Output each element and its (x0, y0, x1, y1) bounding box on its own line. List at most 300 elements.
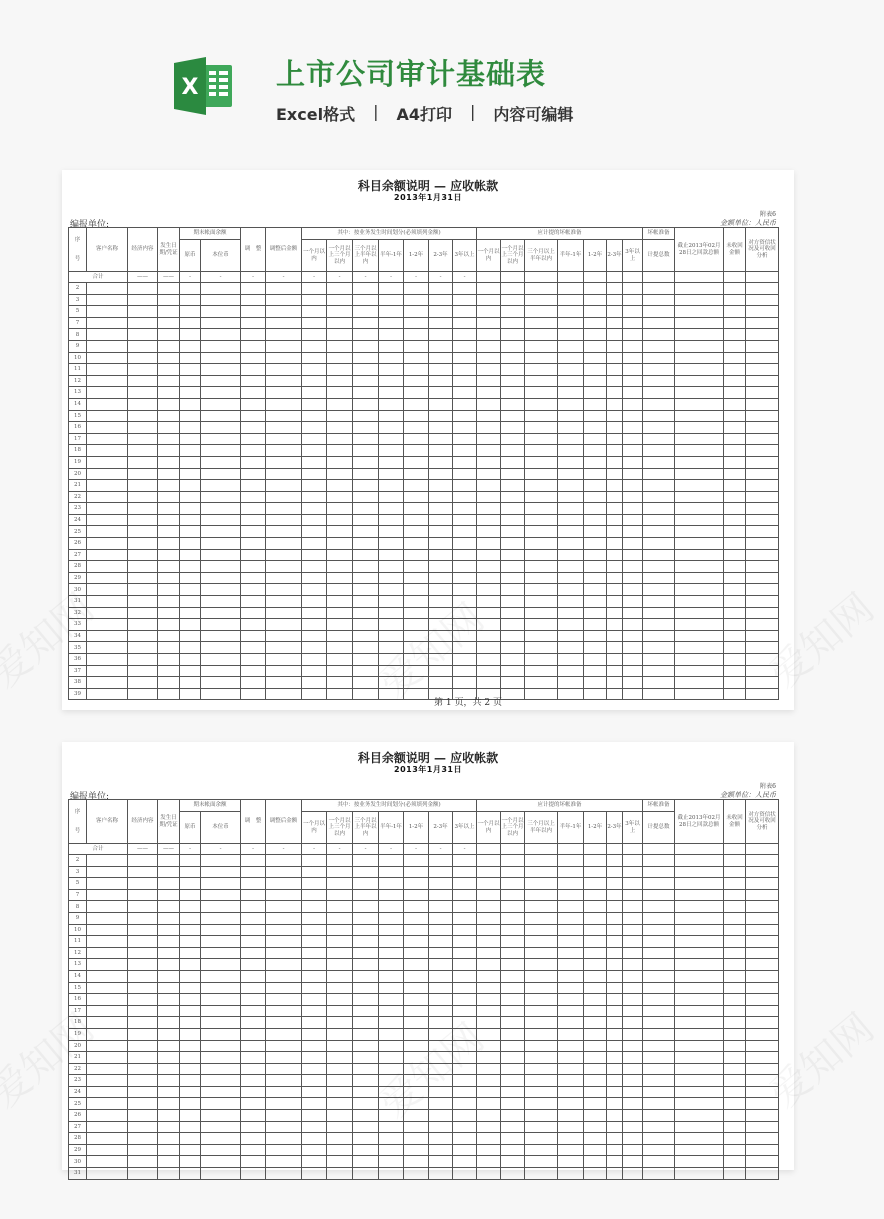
cell[interactable] (643, 1086, 675, 1098)
cell[interactable] (180, 1028, 201, 1040)
cell[interactable] (724, 491, 746, 503)
cell[interactable] (501, 1110, 525, 1122)
cell[interactable] (327, 514, 353, 526)
cell[interactable] (201, 514, 241, 526)
cell[interactable] (404, 901, 429, 913)
cell[interactable] (180, 306, 201, 318)
cell[interactable] (501, 526, 525, 538)
cell[interactable] (724, 607, 746, 619)
cell[interactable] (525, 410, 558, 422)
cell[interactable] (724, 294, 746, 306)
cell[interactable] (501, 1017, 525, 1029)
cell[interactable] (477, 445, 501, 457)
cell[interactable] (623, 549, 643, 561)
cell[interactable] (746, 1133, 779, 1145)
cell[interactable] (180, 503, 201, 515)
cell[interactable] (501, 306, 525, 318)
cell[interactable] (201, 1168, 241, 1180)
cell[interactable] (87, 665, 128, 677)
cell[interactable] (241, 572, 266, 584)
cell[interactable] (746, 272, 779, 283)
cell[interactable] (201, 468, 241, 480)
cell[interactable] (128, 866, 158, 878)
cell[interactable] (241, 959, 266, 971)
cell[interactable] (241, 364, 266, 376)
cell[interactable] (675, 924, 724, 936)
cell[interactable] (724, 912, 746, 924)
cell[interactable] (525, 855, 558, 867)
cell[interactable] (327, 607, 353, 619)
cell[interactable] (327, 959, 353, 971)
cell[interactable] (477, 654, 501, 666)
cell[interactable] (404, 491, 429, 503)
cell[interactable] (266, 387, 302, 399)
cell[interactable] (404, 375, 429, 387)
cell[interactable] (558, 283, 584, 295)
cell[interactable] (404, 654, 429, 666)
cell[interactable] (675, 1052, 724, 1064)
cell[interactable] (607, 1133, 623, 1145)
cell[interactable] (404, 665, 429, 677)
cell[interactable] (241, 352, 266, 364)
cell[interactable] (327, 889, 353, 901)
cell[interactable] (266, 445, 302, 457)
cell[interactable] (429, 878, 453, 890)
cell[interactable] (746, 398, 779, 410)
cell[interactable] (379, 982, 404, 994)
cell[interactable] (501, 294, 525, 306)
cell[interactable] (746, 1040, 779, 1052)
cell[interactable] (477, 422, 501, 434)
cell[interactable] (675, 456, 724, 468)
cell[interactable] (353, 665, 379, 677)
cell[interactable] (501, 1098, 525, 1110)
cell[interactable] (525, 480, 558, 492)
cell[interactable] (201, 1040, 241, 1052)
cell[interactable] (558, 982, 584, 994)
cell[interactable] (180, 456, 201, 468)
cell[interactable] (266, 538, 302, 550)
cell[interactable] (302, 1005, 327, 1017)
cell[interactable] (623, 630, 643, 642)
cell[interactable] (623, 468, 643, 480)
cell[interactable] (724, 514, 746, 526)
cell[interactable] (241, 503, 266, 515)
cell[interactable] (128, 387, 158, 399)
cell[interactable] (353, 364, 379, 376)
cell[interactable] (746, 317, 779, 329)
cell[interactable] (675, 994, 724, 1006)
cell[interactable] (501, 549, 525, 561)
cell[interactable] (327, 1063, 353, 1075)
cell[interactable] (746, 878, 779, 890)
cell[interactable] (87, 538, 128, 550)
cell[interactable] (429, 283, 453, 295)
cell[interactable] (477, 982, 501, 994)
cell[interactable] (558, 855, 584, 867)
cell[interactable] (327, 936, 353, 948)
cell[interactable] (453, 970, 477, 982)
cell[interactable] (241, 375, 266, 387)
cell[interactable] (477, 619, 501, 631)
cell[interactable] (501, 317, 525, 329)
cell[interactable] (675, 1144, 724, 1156)
cell[interactable] (302, 901, 327, 913)
cell[interactable] (607, 1086, 623, 1098)
cell[interactable] (675, 642, 724, 654)
cell[interactable] (429, 526, 453, 538)
cell[interactable] (201, 491, 241, 503)
cell[interactable] (87, 619, 128, 631)
cell[interactable] (180, 317, 201, 329)
cell[interactable] (623, 866, 643, 878)
cell[interactable] (675, 445, 724, 457)
cell[interactable] (158, 642, 180, 654)
cell[interactable] (558, 491, 584, 503)
cell[interactable] (404, 947, 429, 959)
cell[interactable] (201, 665, 241, 677)
cell[interactable] (266, 364, 302, 376)
cell[interactable] (501, 677, 525, 689)
cell[interactable] (584, 1063, 607, 1075)
cell[interactable] (724, 480, 746, 492)
cell[interactable] (302, 584, 327, 596)
cell[interactable] (675, 1110, 724, 1122)
cell[interactable] (128, 306, 158, 318)
cell[interactable] (353, 468, 379, 480)
cell[interactable] (302, 855, 327, 867)
cell[interactable] (404, 572, 429, 584)
cell[interactable] (558, 1110, 584, 1122)
cell[interactable] (477, 1133, 501, 1145)
cell[interactable] (477, 272, 501, 283)
cell[interactable] (353, 294, 379, 306)
cell[interactable] (643, 889, 675, 901)
cell[interactable] (623, 1086, 643, 1098)
cell[interactable] (266, 503, 302, 515)
cell[interactable] (584, 456, 607, 468)
cell[interactable] (353, 433, 379, 445)
cell[interactable] (724, 878, 746, 890)
cell[interactable] (158, 866, 180, 878)
cell[interactable] (180, 1121, 201, 1133)
cell[interactable] (266, 1052, 302, 1064)
cell[interactable] (241, 912, 266, 924)
cell[interactable] (525, 549, 558, 561)
cell[interactable] (266, 456, 302, 468)
cell[interactable] (584, 283, 607, 295)
cell[interactable] (584, 1168, 607, 1180)
cell[interactable] (675, 294, 724, 306)
cell[interactable] (302, 630, 327, 642)
cell[interactable] (477, 1121, 501, 1133)
cell[interactable] (477, 1156, 501, 1168)
cell[interactable] (477, 970, 501, 982)
cell[interactable] (525, 1110, 558, 1122)
cell[interactable] (558, 572, 584, 584)
cell[interactable] (675, 1168, 724, 1180)
cell[interactable] (180, 936, 201, 948)
cell[interactable] (266, 561, 302, 573)
cell[interactable] (477, 329, 501, 341)
cell[interactable] (643, 1052, 675, 1064)
cell[interactable] (558, 1052, 584, 1064)
cell[interactable] (87, 387, 128, 399)
cell[interactable] (180, 387, 201, 399)
cell[interactable] (724, 654, 746, 666)
cell[interactable] (453, 364, 477, 376)
cell[interactable] (675, 1063, 724, 1075)
cell[interactable] (453, 306, 477, 318)
cell[interactable] (623, 596, 643, 608)
cell[interactable] (327, 1028, 353, 1040)
cell[interactable] (584, 1156, 607, 1168)
cell[interactable] (241, 596, 266, 608)
cell[interactable] (404, 1168, 429, 1180)
cell[interactable] (241, 866, 266, 878)
cell[interactable] (158, 480, 180, 492)
cell[interactable] (724, 959, 746, 971)
cell[interactable] (501, 1005, 525, 1017)
cell[interactable] (266, 936, 302, 948)
cell[interactable] (607, 294, 623, 306)
cell[interactable] (353, 855, 379, 867)
cell[interactable] (453, 947, 477, 959)
cell[interactable] (607, 1121, 623, 1133)
cell[interactable] (180, 433, 201, 445)
cell[interactable] (327, 549, 353, 561)
cell[interactable] (353, 538, 379, 550)
cell[interactable] (128, 283, 158, 295)
cell[interactable] (584, 561, 607, 573)
cell[interactable] (302, 561, 327, 573)
cell[interactable] (724, 1098, 746, 1110)
cell[interactable] (623, 936, 643, 948)
cell[interactable] (158, 855, 180, 867)
cell[interactable] (643, 1098, 675, 1110)
cell[interactable] (525, 526, 558, 538)
cell[interactable] (379, 1052, 404, 1064)
cell[interactable] (302, 538, 327, 550)
cell[interactable] (558, 549, 584, 561)
cell[interactable] (558, 866, 584, 878)
cell[interactable] (643, 514, 675, 526)
cell[interactable] (501, 364, 525, 376)
cell[interactable] (158, 526, 180, 538)
cell[interactable] (128, 549, 158, 561)
cell[interactable] (525, 364, 558, 376)
cell[interactable] (724, 306, 746, 318)
cell[interactable] (429, 936, 453, 948)
cell[interactable] (302, 572, 327, 584)
cell[interactable] (501, 514, 525, 526)
cell[interactable] (643, 1156, 675, 1168)
cell[interactable] (379, 994, 404, 1006)
cell[interactable] (746, 375, 779, 387)
cell[interactable] (746, 422, 779, 434)
cell[interactable] (525, 272, 558, 283)
cell[interactable] (643, 1005, 675, 1017)
cell[interactable] (158, 561, 180, 573)
cell[interactable] (201, 1098, 241, 1110)
cell[interactable] (558, 1156, 584, 1168)
cell[interactable] (379, 1028, 404, 1040)
cell[interactable] (128, 572, 158, 584)
cell[interactable] (128, 936, 158, 948)
cell[interactable] (128, 503, 158, 515)
cell[interactable] (128, 889, 158, 901)
cell[interactable] (87, 866, 128, 878)
cell[interactable] (477, 901, 501, 913)
cell[interactable] (623, 561, 643, 573)
cell[interactable] (379, 317, 404, 329)
cell[interactable] (477, 959, 501, 971)
cell[interactable] (724, 1086, 746, 1098)
cell[interactable] (453, 994, 477, 1006)
cell[interactable] (266, 1098, 302, 1110)
cell[interactable] (453, 456, 477, 468)
cell[interactable] (584, 445, 607, 457)
cell[interactable] (453, 912, 477, 924)
cell[interactable] (429, 1098, 453, 1110)
cell[interactable] (327, 294, 353, 306)
cell[interactable] (87, 584, 128, 596)
cell[interactable] (429, 1168, 453, 1180)
cell[interactable] (623, 665, 643, 677)
cell[interactable] (302, 1168, 327, 1180)
cell[interactable] (353, 561, 379, 573)
cell[interactable] (607, 317, 623, 329)
cell[interactable] (643, 410, 675, 422)
cell[interactable] (128, 1098, 158, 1110)
cell[interactable] (327, 619, 353, 631)
cell[interactable] (584, 1098, 607, 1110)
cell[interactable] (180, 665, 201, 677)
cell[interactable] (379, 1110, 404, 1122)
cell[interactable] (87, 410, 128, 422)
cell[interactable] (158, 936, 180, 948)
cell[interactable] (302, 924, 327, 936)
cell[interactable] (643, 561, 675, 573)
cell[interactable] (584, 1052, 607, 1064)
cell[interactable] (501, 665, 525, 677)
cell[interactable] (404, 677, 429, 689)
cell[interactable] (623, 1144, 643, 1156)
cell[interactable] (607, 844, 623, 855)
cell[interactable] (201, 1052, 241, 1064)
cell[interactable] (302, 866, 327, 878)
cell[interactable] (584, 433, 607, 445)
cell[interactable] (453, 491, 477, 503)
cell[interactable] (746, 294, 779, 306)
cell[interactable] (584, 468, 607, 480)
cell[interactable] (128, 480, 158, 492)
cell[interactable] (128, 1028, 158, 1040)
cell[interactable] (404, 959, 429, 971)
cell[interactable] (266, 901, 302, 913)
cell[interactable] (584, 924, 607, 936)
cell[interactable] (404, 468, 429, 480)
cell[interactable] (724, 1156, 746, 1168)
cell[interactable] (266, 514, 302, 526)
cell[interactable] (429, 375, 453, 387)
cell[interactable] (477, 433, 501, 445)
cell[interactable] (128, 1168, 158, 1180)
cell[interactable] (675, 398, 724, 410)
cell[interactable] (404, 526, 429, 538)
cell[interactable] (87, 654, 128, 666)
cell[interactable] (623, 352, 643, 364)
cell[interactable] (584, 491, 607, 503)
cell[interactable] (327, 445, 353, 457)
cell[interactable] (128, 677, 158, 689)
cell[interactable] (643, 468, 675, 480)
cell[interactable] (302, 1156, 327, 1168)
cell[interactable] (379, 924, 404, 936)
cell[interactable] (87, 959, 128, 971)
cell[interactable] (241, 970, 266, 982)
cell[interactable] (453, 889, 477, 901)
cell[interactable] (607, 866, 623, 878)
cell[interactable] (201, 654, 241, 666)
cell[interactable] (477, 306, 501, 318)
cell[interactable] (623, 433, 643, 445)
cell[interactable] (453, 375, 477, 387)
cell[interactable] (241, 283, 266, 295)
cell[interactable] (404, 630, 429, 642)
cell[interactable] (477, 468, 501, 480)
cell[interactable] (607, 364, 623, 376)
cell[interactable] (201, 1121, 241, 1133)
cell[interactable] (746, 642, 779, 654)
cell[interactable] (379, 398, 404, 410)
cell[interactable] (675, 503, 724, 515)
cell[interactable] (746, 654, 779, 666)
cell[interactable] (607, 936, 623, 948)
cell[interactable] (302, 549, 327, 561)
cell[interactable] (429, 970, 453, 982)
cell[interactable] (501, 889, 525, 901)
cell[interactable] (327, 491, 353, 503)
cell[interactable] (128, 445, 158, 457)
cell[interactable] (353, 959, 379, 971)
cell[interactable] (623, 889, 643, 901)
cell[interactable] (675, 329, 724, 341)
cell[interactable] (353, 1086, 379, 1098)
cell[interactable] (158, 491, 180, 503)
cell[interactable] (379, 607, 404, 619)
cell[interactable] (302, 970, 327, 982)
cell[interactable] (87, 317, 128, 329)
cell[interactable] (607, 619, 623, 631)
cell[interactable] (477, 514, 501, 526)
cell[interactable] (584, 936, 607, 948)
cell[interactable] (158, 1052, 180, 1064)
cell[interactable] (404, 340, 429, 352)
cell[interactable] (87, 1052, 128, 1064)
cell[interactable] (453, 1098, 477, 1110)
cell[interactable] (241, 607, 266, 619)
cell[interactable] (584, 654, 607, 666)
cell[interactable] (128, 1063, 158, 1075)
cell[interactable] (643, 970, 675, 982)
cell[interactable] (607, 572, 623, 584)
cell[interactable] (501, 924, 525, 936)
cell[interactable] (353, 912, 379, 924)
cell[interactable] (607, 306, 623, 318)
cell[interactable] (429, 1040, 453, 1052)
cell[interactable] (128, 364, 158, 376)
